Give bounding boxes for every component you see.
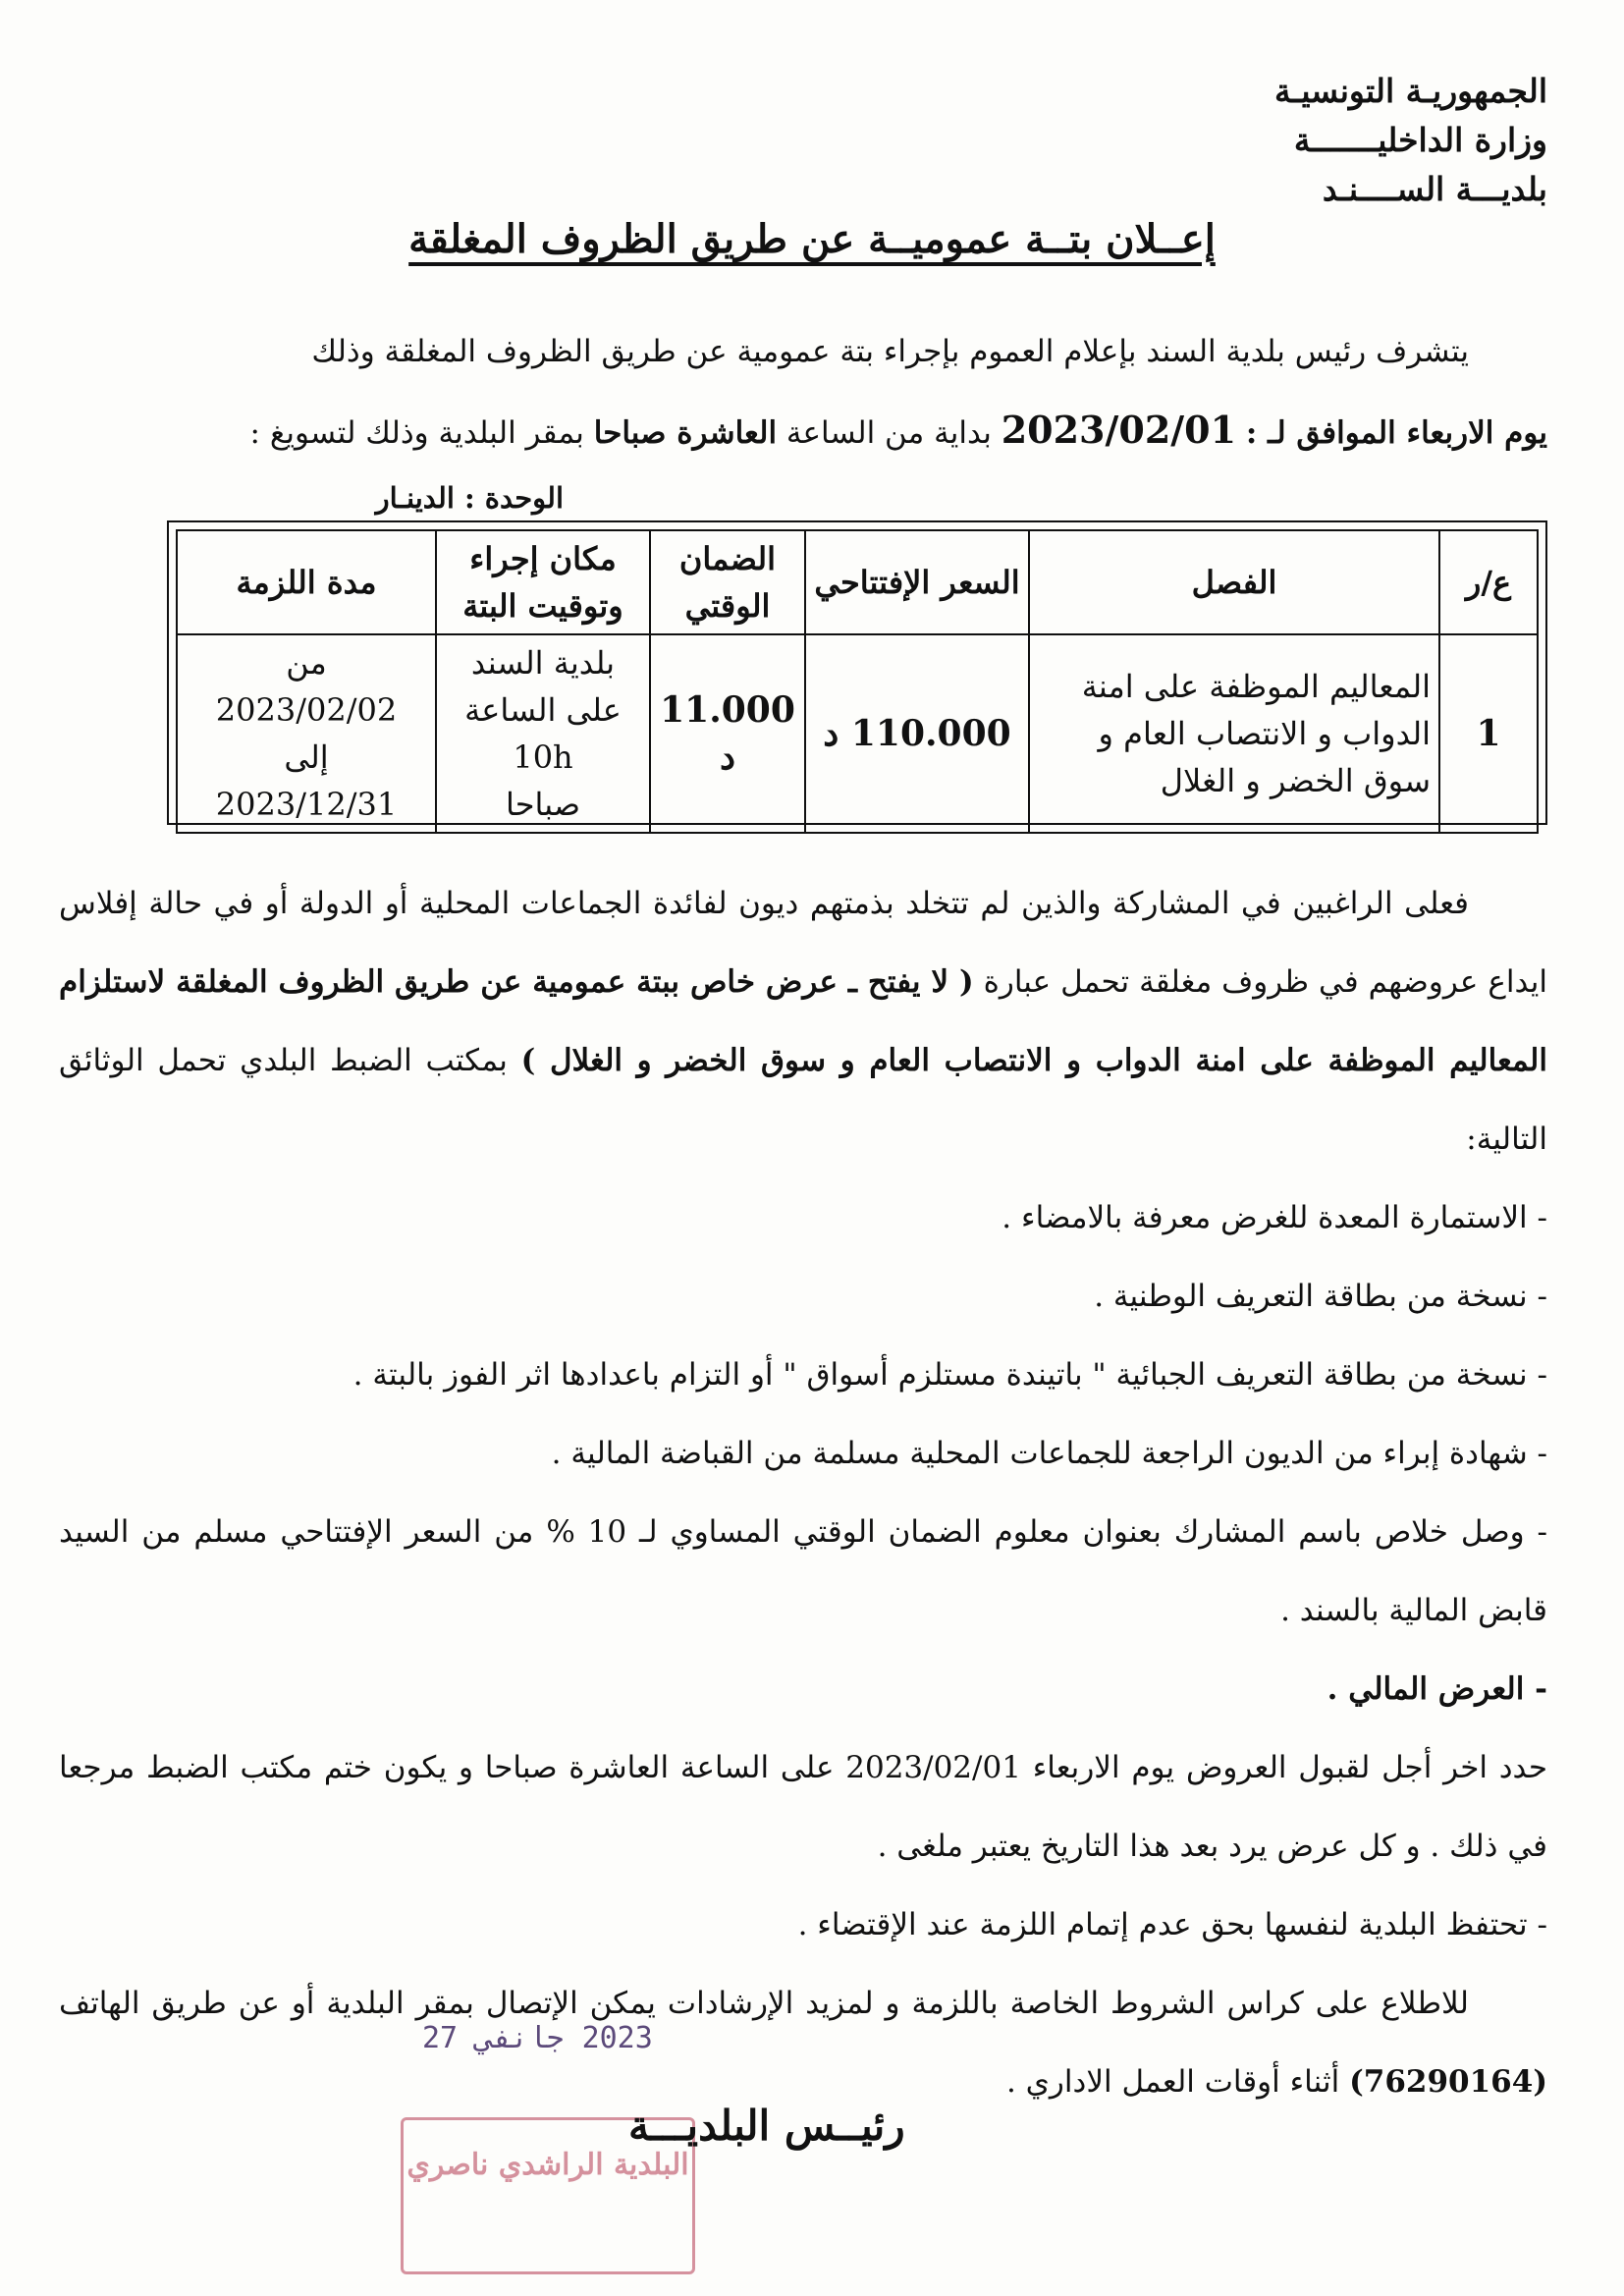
letterhead <box>1135 67 1547 214</box>
announcement-title-text: إعــلان بتــة عموميــة عن طريق الظروف المغلقة <box>408 216 1216 262</box>
letterhead-municipality: بلديـــة الســــنـد <box>1322 170 1547 208</box>
envelope-inscription: ( لا يفتح ـ عرض خاص ببتة عمومية عن طريق الظروف المغلقة لاستلزام المعاليم الموظفة على امنة الدواب و الانتصاب العام و سوق الخضر و الغلال ) <box>59 964 1547 1078</box>
doc-item-id-card: - نسخة من بطاقة التعريف الوطنية . <box>1094 1279 1547 1314</box>
doc-item-receipt: - وصل خلاص باسم المشارك بعنوان معلوم الضمان الوقتي المساوي لـ 10 % من السعر الإفتتاحي مسلم من السيد قابض المالية بالسند . <box>59 1514 1548 1628</box>
intro-day: يوم الاربعاء الموافق لـ : <box>1245 415 1547 451</box>
intro-line-2 <box>69 391 1547 472</box>
intro-line-1: يتشرف رئيس بلدية السند بإعلام العموم بإجراء بتة عمومية عن طريق الظروف المغلقة وذلك <box>311 334 1469 369</box>
header-guarantee: الضمان الوقتي <box>650 530 805 634</box>
announcement-title <box>0 216 1624 262</box>
header-number: ع/ر <box>1439 530 1538 634</box>
conditions-text-a: فعلى الراغبين في المشاركة والذين لم تتخلد بذمتهم ديون لفائدة الجماعات المحلية أو الدولة أو في حالة إفلاس ايداع عروضهم في ظروف مغلقة تحمل عبارة <box>59 886 1547 1000</box>
tender-table <box>176 529 1539 834</box>
letterhead-republic: الجمهوريـة التونسيـة <box>1273 72 1547 110</box>
period-line-1: من <box>286 644 327 682</box>
place-line-4: صباحا <box>505 786 581 823</box>
intro-from: بداية من الساعة <box>785 415 992 451</box>
cell-item: المعاليم الموظفة على امنة الدواب و الانتصاب العام و سوق الخضر و الغلال <box>1029 634 1439 833</box>
unit-label: الوحدة : الدينـار <box>375 481 564 515</box>
doc-item-financial-offer: - العرض المالي . <box>1326 1671 1547 1707</box>
doc-item-tax-card: - نسخة من بطاقة التعريف الجبائية " باتيندة مستلزم أسواق " أو التزام باعدادها اثر الفوز بالبتة . <box>352 1357 1547 1393</box>
contact-text-a: للاطلاع على كراس الشروط الخاصة باللزمة و لمزيد الإرشادات يمكن الإتصال بمقر البلدية أو عن طريق الهاتف <box>59 1986 1469 2021</box>
reservation-clause: - تحتفظ البلدية لنفسها بحق عدم إتمام اللزمة عند الإقتضاء . <box>797 1907 1547 1942</box>
intro-time: العاشرة صباحا <box>593 415 778 451</box>
cell-guarantee: 11.000 د <box>650 634 805 833</box>
cell-place-time <box>436 634 650 833</box>
table-header-row <box>177 530 1538 634</box>
date-stamp: 2023 جانفي 27 <box>422 2021 653 2055</box>
cell-period <box>177 634 436 833</box>
table-row <box>177 634 1538 833</box>
place-line-3: 10h <box>513 738 573 776</box>
intro-paragraph <box>69 312 1547 472</box>
mayor-signature-title: رئيــس البلديـــة <box>628 2102 905 2150</box>
header-period: مدة اللزمة <box>177 530 436 634</box>
conditions-body <box>59 864 1547 2121</box>
period-line-3: إلى <box>284 738 329 776</box>
header-place-time: مكان إجراء وتوقيت البتة <box>436 530 650 634</box>
deadline-paragraph: حدد اخر أجل لقبول العروض يوم الاربعاء 2023/02/01 على الساعة العاشرة صباحا و يكون ختم مكتب الضبط مرجعا في ذلك . و كل عرض يرد بعد هذا التاريخ يعتبر ملغى . <box>59 1750 1547 1864</box>
header-opening-price: السعر الإفتتاحي <box>805 530 1029 634</box>
contact-paragraph <box>59 1964 1547 2121</box>
tender-table-frame <box>167 520 1547 825</box>
intro-place: بمقر البلدية وذلك لتسويغ : <box>249 415 584 451</box>
header-item: الفصل <box>1029 530 1439 634</box>
contact-text-b: أثناء أوقات العمل الاداري . <box>1005 2064 1340 2100</box>
cell-opening-price: 110.000 د <box>805 634 1029 833</box>
place-line-2: على الساعة <box>464 691 622 729</box>
period-line-4: 2023/12/31 <box>215 786 398 823</box>
conditions-paragraph <box>59 864 1547 1178</box>
official-seal: البلدية الراشدي ناصري <box>401 2117 695 2274</box>
doc-item-form: - الاستمارة المعدة للغرض معرفة بالامضاء . <box>1001 1200 1547 1235</box>
contact-phone: (76290164) <box>1349 2064 1547 2100</box>
place-line-1: بلدية السند <box>470 644 616 682</box>
intro-date: 2023/02/01 <box>1001 408 1237 452</box>
conditions-text-b: بمكتب الضبط البلدي تحمل الوثائق التالية: <box>59 1043 1547 1157</box>
doc-item-clearance: - شهادة إبراء من الديون الراجعة للجماعات المحلية مسلمة من القباضة المالية . <box>551 1436 1547 1471</box>
letterhead-ministry: وزارة الداخليـــــــة <box>1293 121 1547 159</box>
period-line-2: 2023/02/02 <box>215 691 398 729</box>
cell-number: 1 <box>1439 634 1538 833</box>
